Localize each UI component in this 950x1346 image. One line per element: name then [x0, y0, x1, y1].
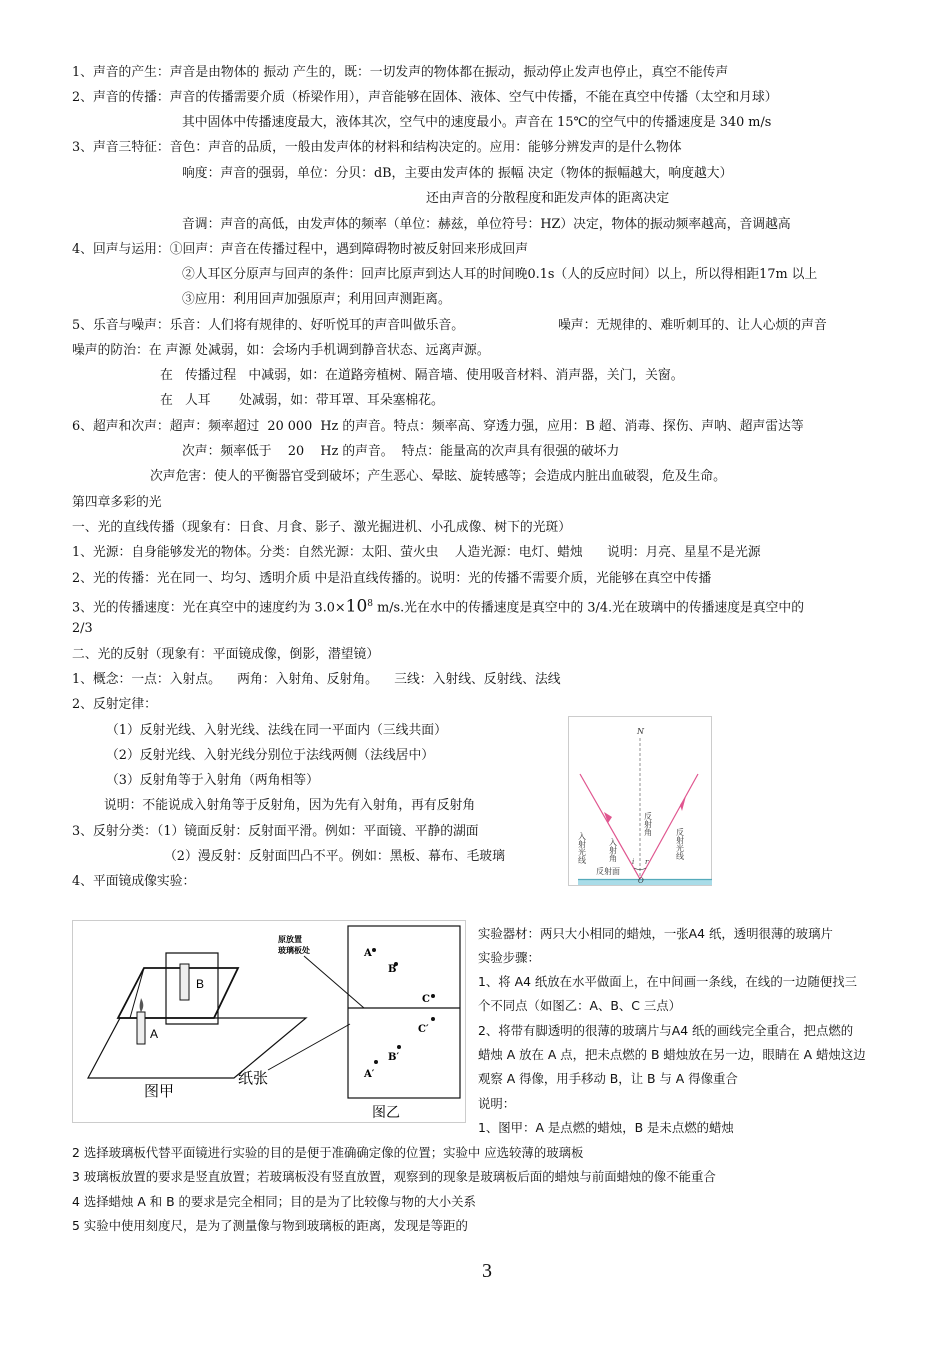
reflected-ray-label: 反射光线 [675, 828, 685, 860]
point-c [431, 994, 435, 998]
angle-r-label: r [645, 858, 649, 866]
point-o-label: O [638, 877, 644, 885]
candle-b-label: B [196, 977, 205, 991]
incident-angle-label: 入射角 [608, 838, 618, 862]
sound-line-11a: 5、乐音与噪声：乐音：人们将有规律的、好听悦耳的声音叫做乐音。 [72, 318, 465, 333]
experiment-steps-title: 实验步骤： [478, 950, 540, 965]
speed-power-base: 10 [345, 596, 368, 617]
reflection-line-1: 1、概念：一点：入射点。 两角：入射角、反射角。 三线：入射线、反射线、法线 [72, 672, 561, 687]
figure-yi-label: 图乙 [372, 1104, 400, 1120]
paper-label: 纸张 [238, 1070, 269, 1087]
point-c-image-label: C′ [418, 1024, 429, 1035]
point-b-label: B [388, 964, 397, 975]
point-c-label: C [422, 994, 430, 1005]
experiment-materials: 实验器材：两只大小相同的蜡烛，一张A4 纸，透明很薄的玻璃片 [478, 926, 833, 941]
experiment-notes-title: 说明： [478, 1096, 516, 1111]
experiment-note-1: 1、图甲：A 是点燃的蜡烛，B 是未点燃的蜡烛 [478, 1120, 734, 1135]
sound-line-4: 3、声音三特征：音色：声音的品质，一般由发声体的材料和结构决定的。应用：能够分辨发声的是什么物体 [72, 140, 682, 155]
candle-a-icon [137, 1012, 145, 1044]
candle-b-icon [180, 964, 189, 1000]
sound-line-10: ③应用：利用回声加强原声；利用回声测距离。 [182, 292, 451, 307]
sound-line-16: 次声：频率低于 20 Hz 的声音。 特点：能量高的次声具有很强的破坏力 [182, 444, 620, 459]
point-c-image [431, 1017, 435, 1021]
light-section-2: 二、光的反射（现象有：平面镜成像，倒影，潜望镜） [72, 647, 380, 662]
mirror-experiment-title: 4、平面镜成像实验： [72, 874, 196, 889]
reflection-angle-label: 反射角 [643, 812, 653, 836]
reflection-law-3: （3）反射角等于入射角（两角相等） [106, 773, 319, 788]
reflection-line-2: 2、反射定律： [72, 697, 157, 712]
chapter-title: 第四章多彩的光 [72, 495, 162, 510]
surface-label: 反射面 [596, 867, 620, 876]
normal-label: N [637, 727, 644, 736]
candle-a-label: A [150, 1027, 159, 1041]
experiment-step-2-cont2: 观察 A 得像，用手移动 B，让 B 与 A 得像重合 [478, 1071, 738, 1086]
sound-line-2: 2、声音的传播：声音的传播需要介质（桥梁作用），声音能够在固体、液体、空气中传播，不能在真空中传播（太空和月球） [72, 90, 778, 105]
page-number: 3 [482, 1260, 492, 1282]
sound-line-12: 噪声的防治：在 声源 处减弱，如：会场内手机调到静音状态、远离声源。 [72, 343, 490, 358]
reflection-law-2: （2）反射光线、入射光线分别位于法线两侧（法线居中） [106, 748, 435, 763]
experiment-note-5: 5 实验中使用刻度尺，是为了测量像与物到玻璃板的距离，发现是等距的 [72, 1218, 468, 1233]
angle-i-label: i [632, 858, 635, 866]
point-b-image [397, 1045, 401, 1049]
reflection-diagram [568, 716, 712, 886]
experiment-note-3: 3 玻璃板放置的要求是竖直放置；若玻璃板没有竖直放置，观察到的现象是玻璃板后面的蜡烛与前面蜡烛的像不能重合 [72, 1169, 716, 1184]
light-line-3-cont: 2/3 [72, 621, 93, 636]
sound-line-3: 其中固体中传播速度最大，液体其次，空气中的速度最小。声音在 15℃的空气中的传播速度是 340 m/s [182, 115, 772, 130]
light-line-2: 2、光的传播：光在同一、均匀、透明介质 中是沿直线传播的。说明：光的传播不需要介质，光能够在真空中传播 [72, 571, 712, 586]
sound-line-7: 音调：声音的高低，由发声体的频率（单位：赫兹，单位符号：HZ）决定，物体的振动频率越高，音调越高 [182, 217, 791, 232]
point-a-image-label: A′ [364, 1069, 375, 1080]
speed-text-b: m/s.光在水中的传播速度是真空中的 3/4.光在玻璃中的传播速度是真空中的 [373, 600, 805, 616]
speed-text-a: 3、光的传播速度：光在真空中的速度约为 3.0× [72, 600, 346, 616]
sound-line-14: 在 人耳 处减弱，如：带耳罩、耳朵塞棉花。 [160, 393, 444, 408]
sound-line-17: 次声危害：使人的平衡器官受到破坏；产生恶心、晕眩、旋转感等；会造成内脏出血破裂，危及生命。 [150, 469, 726, 484]
incident-ray-label: 入射光线 [577, 832, 587, 864]
experiment-step-1-cont: 个不同点（如图乙：A、B、C 三点） [478, 998, 682, 1013]
sound-line-1: 1、声音的产生：声音是由物体的 振动 产生的，既：一切发声的物体都在振动，振动停止发声也停止，真空不能传声 [72, 65, 729, 80]
mirror-base [578, 880, 712, 885]
light-line-1: 1、光源：自身能够发光的物体。分类：自然光源：太阳、萤火虫 人造光源：电灯、蜡烛 说明：月亮、星星不是光源 [72, 545, 761, 560]
glass-position-label-2: 玻璃板处 [278, 945, 310, 955]
sound-line-8: 4、回声与运用：①回声：声音在传播过程中，遇到障碍物时被反射回来形成回声 [72, 242, 529, 257]
sound-line-13: 在 传播过程 中减弱，如：在道路旁植树、隔音墙、使用吸音材料、消声器，关门，关窗。 [160, 368, 684, 383]
sound-line-6: 还由声音的分散程度和距发声体的距离决定 [426, 191, 670, 206]
point-a [372, 948, 376, 952]
sound-line-11b: 噪声：无规律的、难听刺耳的、让人心烦的声音 [558, 318, 827, 333]
experiment-frame [73, 921, 466, 1123]
experiment-note-2: 2 选择玻璃板代替平面镜进行实验的目的是便于准确确定像的位置；实验中 应选较薄的玻璃板 [72, 1145, 584, 1160]
speed-exponent: 8 [367, 599, 374, 609]
reflection-note: 说明：不能说成入射角等于反射角，因为先有入射角，再有反射角 [104, 798, 476, 813]
figure-jia-label: 图甲 [144, 1083, 175, 1100]
point-a-label: A [364, 948, 372, 959]
experiment-step-2-cont1: 蜡烛 A 放在 A 点，把未点燃的 B 蜡烛放在另一边，眼睛在 A 蜡烛这边 [478, 1047, 866, 1062]
point-a-image [374, 1060, 378, 1064]
reflection-type-1: 3、反射分类：（1）镜面反射：反射面平滑。例如：平面镜、平静的湖面 [72, 824, 479, 839]
mirror-experiment-diagram [72, 920, 466, 1123]
point-b-image-label: B′ [388, 1052, 400, 1063]
experiment-step-2: 2、将带有脚透明的很薄的玻璃片与A4 纸的画线完全重合，把点燃的 [478, 1023, 854, 1038]
experiment-step-1: 1、将 A4 纸放在水平做面上，在中间画一条线，在线的一边随便找三 [478, 974, 858, 989]
experiment-note-4: 4 选择蜡烛 A 和 B 的要求是完全相同；目的是为了比较像与物的大小关系 [72, 1194, 476, 1209]
sound-line-9: ②人耳区分原声与回声的条件：回声比原声到达人耳的时间晚0.1s（人的反应时间）以上，所以得相距17m 以上 [182, 267, 818, 282]
sound-line-15: 6、超声和次声：超声：频率超过 20 000 Hz 的声音。特点：频率高、穿透力强，应用：B 超、消毒、探伤、声呐、超声雷达等 [72, 419, 804, 434]
reflection-type-2: （2）漫反射：反射面凹凸不平。例如：黑板、幕布、毛玻璃 [164, 849, 505, 864]
reflection-law-1: （1）反射光线、入射光线、法线在同一平面内（三线共面） [106, 723, 447, 738]
light-line-3 [72, 595, 804, 617]
sound-line-5: 响度：声音的强弱，单位：分贝：dB，主要由发声体的 振幅 决定（物体的振幅越大，响度越大） [182, 166, 733, 181]
glass-position-label-1: 原放置 [278, 934, 302, 944]
light-section-1: 一、光的直线传播（现象有：日食、月食、影子、激光掘进机、小孔成像、树下的光斑） [72, 520, 572, 535]
